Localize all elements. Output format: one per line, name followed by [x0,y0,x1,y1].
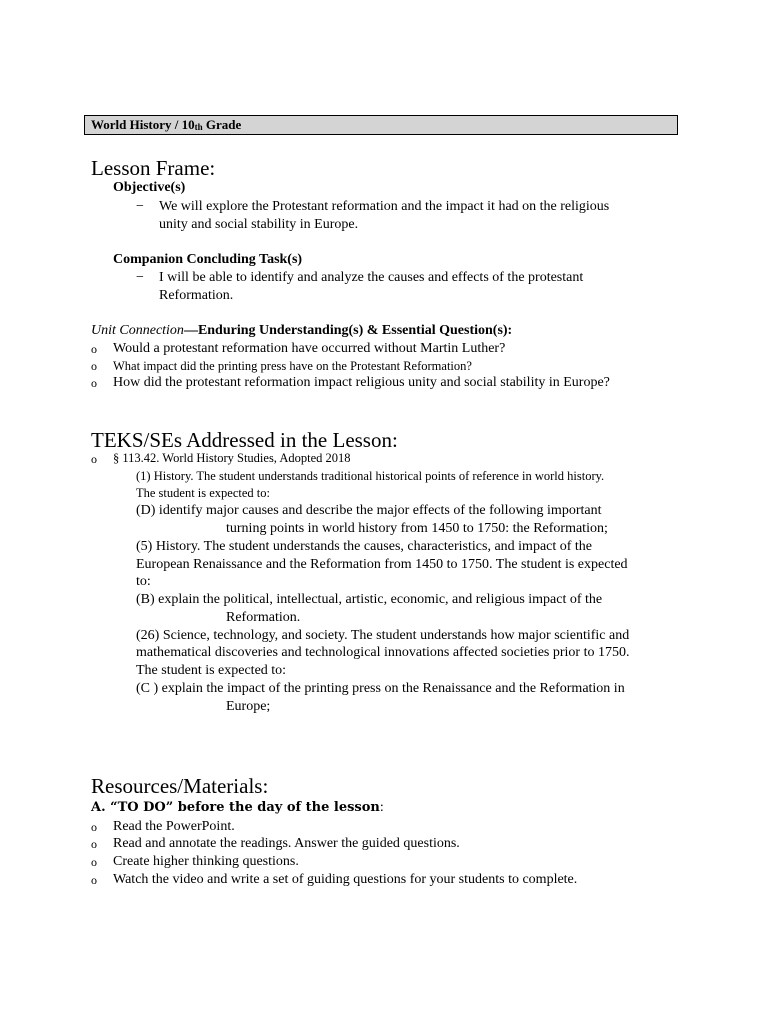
task-line-1: I will be able to identify and analyze the causes and effects of the protestant [159,270,584,285]
resources-title: Resources/Materials: [91,774,269,798]
objective-line-2: unity and social stability in Europe. [159,217,359,232]
teks-standard: § 113.42. World History Studies, Adopted 2018 [113,451,351,465]
unit-connection-heading [91,322,512,339]
teks-line: to: [136,574,151,589]
teks-line: mathematical discoveries and technological innovations affected societies prior to 1750. [136,645,630,660]
resource-item: Watch the video and write a set of guiding questions for your students to complete. [113,872,578,887]
grade-suffix: th [194,122,203,132]
task-line-2: Reformation. [159,288,234,303]
unit-connection-label: Unit Connection [91,323,184,338]
resource-bullet: o [91,855,97,869]
teks-line: (C ) explain the impact of the printing press on the Renaissance and the Reformation in [136,681,625,696]
teks-line: (D) identify major causes and describe the major effects of the following important [136,503,602,518]
teks-line: Reformation. [226,610,301,625]
teks-line: (26) Science, technology, and society. The student understands how major scientific and [136,628,630,643]
lesson-frame-title: Lesson Frame: [91,156,216,180]
essential-question-3: How did the protestant reformation impact religious unity and social stability in Europe? [113,375,610,390]
question-bullet: o [91,376,97,390]
todo-colon: : [379,800,384,815]
enduring-understanding-label: —Enduring Understanding(s) & Essential Question(s): [183,323,513,338]
teks-line: The student is expected to: [136,663,287,678]
teks-line: Europe; [226,699,271,714]
teks-line: The student is expected to: [136,486,270,500]
resource-item: Read the PowerPoint. [113,819,235,834]
task-label: Companion Concluding Task(s) [113,252,303,267]
resources-subheading [91,799,384,816]
objective-line-1: We will explore the Protestant reformation and the impact it had on the religious [159,199,610,214]
task-dash: − [136,270,144,285]
question-bullet: o [91,359,97,373]
teks-line: (1) History. The student understands traditional historical points of reference in world history. [136,469,605,483]
teks-title: TEKS/SEs Addressed in the Lesson: [91,428,398,452]
teks-line: (5) History. The student understands the causes, characteristics, and impact of the [136,539,593,554]
objective-dash: − [136,199,144,214]
teks-bullet: o [91,452,97,466]
resource-item: Read and annotate the readings. Answer the guided questions. [113,836,460,851]
essential-question-2: What impact did the printing press have on the Protestant Reformation? [113,359,472,373]
course-label: World History / 10 [91,117,195,132]
course-header [84,115,678,135]
teks-line: European Renaissance and the Reformation from 1450 to 1750. The student is expected [136,557,628,572]
grade-label: Grade [202,117,242,132]
resource-bullet: o [91,837,97,851]
question-bullet: o [91,342,97,356]
resource-item: Create higher thinking questions. [113,854,299,869]
teks-line: (B) explain the political, intellectual, artistic, economic, and religious impact of the [136,592,603,607]
essential-question-1: Would a protestant reformation have occurred without Martin Luther? [113,341,506,356]
teks-line: turning points in world history from 1450 to 1750: the Reformation; [226,521,608,536]
resource-bullet: o [91,820,97,834]
objectives-label: Objective(s) [113,180,186,195]
todo-label: A. “TO DO” before the day of the lesson [91,800,380,815]
resource-bullet: o [91,873,97,887]
